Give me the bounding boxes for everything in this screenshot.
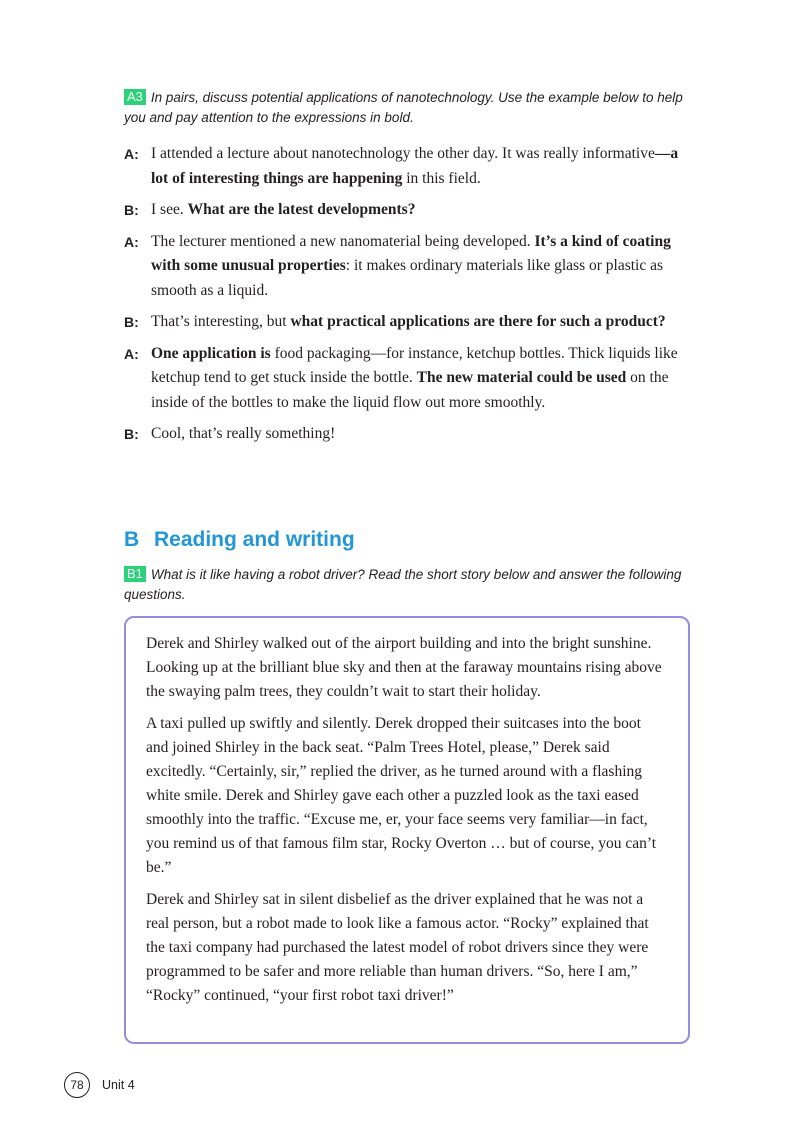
speaker-label: A: — [124, 233, 139, 250]
story-box — [124, 616, 690, 1044]
dialogue-text: on the inside of the bottles to make the liquid flow out more smoothly. — [151, 369, 669, 411]
dialogue-turn — [124, 230, 684, 304]
story-paragraph: A taxi pulled up swiftly and silently. Derek dropped their suitcases into the boot and joined Shirley in the back seat. “Palm Trees Hotel, please,” Derek said excitedly. “Certainly, sir,” replied the driver, as he turned around with a flashing white smile. Derek and Shirley gave each other a puzzled look as the taxi eased smoothly into the traffic. “Excuse me, er, your face seems very familiar—in fact, you remind us of that famous film star, Rocky Overton … but of course, you can’t be.” — [146, 715, 657, 876]
speaker-label: A: — [124, 345, 139, 362]
dialogue-text: in this field. — [402, 169, 481, 187]
speaker-label: B: — [124, 426, 139, 442]
speaker-label: B: — [124, 202, 139, 218]
task-badge: B1 — [124, 566, 146, 582]
task-instruction: What is it like having a robot driver? Read the short story below and answer the following questions. — [124, 567, 682, 602]
dialogue-text: The lecturer mentioned a new nanomaterial being developed. — [151, 232, 535, 250]
dialogue-turn — [124, 342, 684, 416]
task-instruction: In pairs, discuss potential applications of nanotechnology. Use the example below to help you and pay attention to the expressions in bold. — [124, 90, 683, 125]
section-letter: B — [124, 528, 140, 551]
page-number: 78 — [64, 1072, 90, 1098]
dialogue-text: That’s interesting, but — [151, 313, 291, 330]
bold-expression: What are the latest developments? — [187, 201, 416, 218]
dialogue-turn — [124, 422, 684, 447]
dialogue-text: Cool, that’s really something! — [151, 425, 336, 442]
bold-expression: The new material could be used — [416, 369, 627, 386]
bold-expression: One application is — [151, 344, 271, 362]
dialogue-turn — [124, 310, 684, 335]
story-paragraph: Derek and Shirley sat in silent disbelief as the driver explained that he was not a real person, but a robot made to look like a famous actor. “Rocky” explained that the taxi company had purchased the latest model of robot drivers since they were programmed to be safer and more reliable than human drivers. “So, here I am,” “Rocky” continued, “your first robot taxi driver!” — [146, 891, 649, 1004]
speaker-label: A: — [124, 146, 139, 162]
dialogue — [124, 142, 684, 454]
dialogue-text: : it makes ordinary materials like glass or plastic as smooth as a liquid. — [151, 257, 664, 299]
bold-expression: It’s a kind of coating with some unusual properties — [151, 232, 671, 274]
dialogue-text: I see. — [151, 201, 188, 218]
bold-expression: —a lot of interesting things are happening — [151, 145, 679, 187]
bold-expression: what practical applications are there for such a product? — [290, 313, 666, 330]
story-paragraph: Derek and Shirley walked out of the airport building and into the bright sunshine. Looking up at the brilliant blue sky and then at the faraway mountains rising above the swaying palm trees, they couldn’t wait to start their holiday. — [146, 635, 662, 700]
page-footer — [64, 1072, 135, 1098]
task-b1 — [124, 565, 694, 605]
task-badge: A3 — [124, 89, 146, 105]
unit-label: Unit 4 — [102, 1078, 135, 1092]
dialogue-text: food packaging—for instance, ketchup bottles. Thick liquids like ketchup tend to get stuck inside the bottle. — [151, 344, 678, 386]
dialogue-turn — [124, 198, 684, 223]
dialogue-turn — [124, 142, 684, 191]
speaker-label: B: — [124, 314, 139, 330]
section-heading — [124, 528, 355, 552]
task-a3 — [124, 88, 694, 128]
section-title: Reading and writing — [154, 528, 355, 551]
dialogue-text: I attended a lecture about nanotechnology the other day. It was really informative — [151, 145, 655, 162]
